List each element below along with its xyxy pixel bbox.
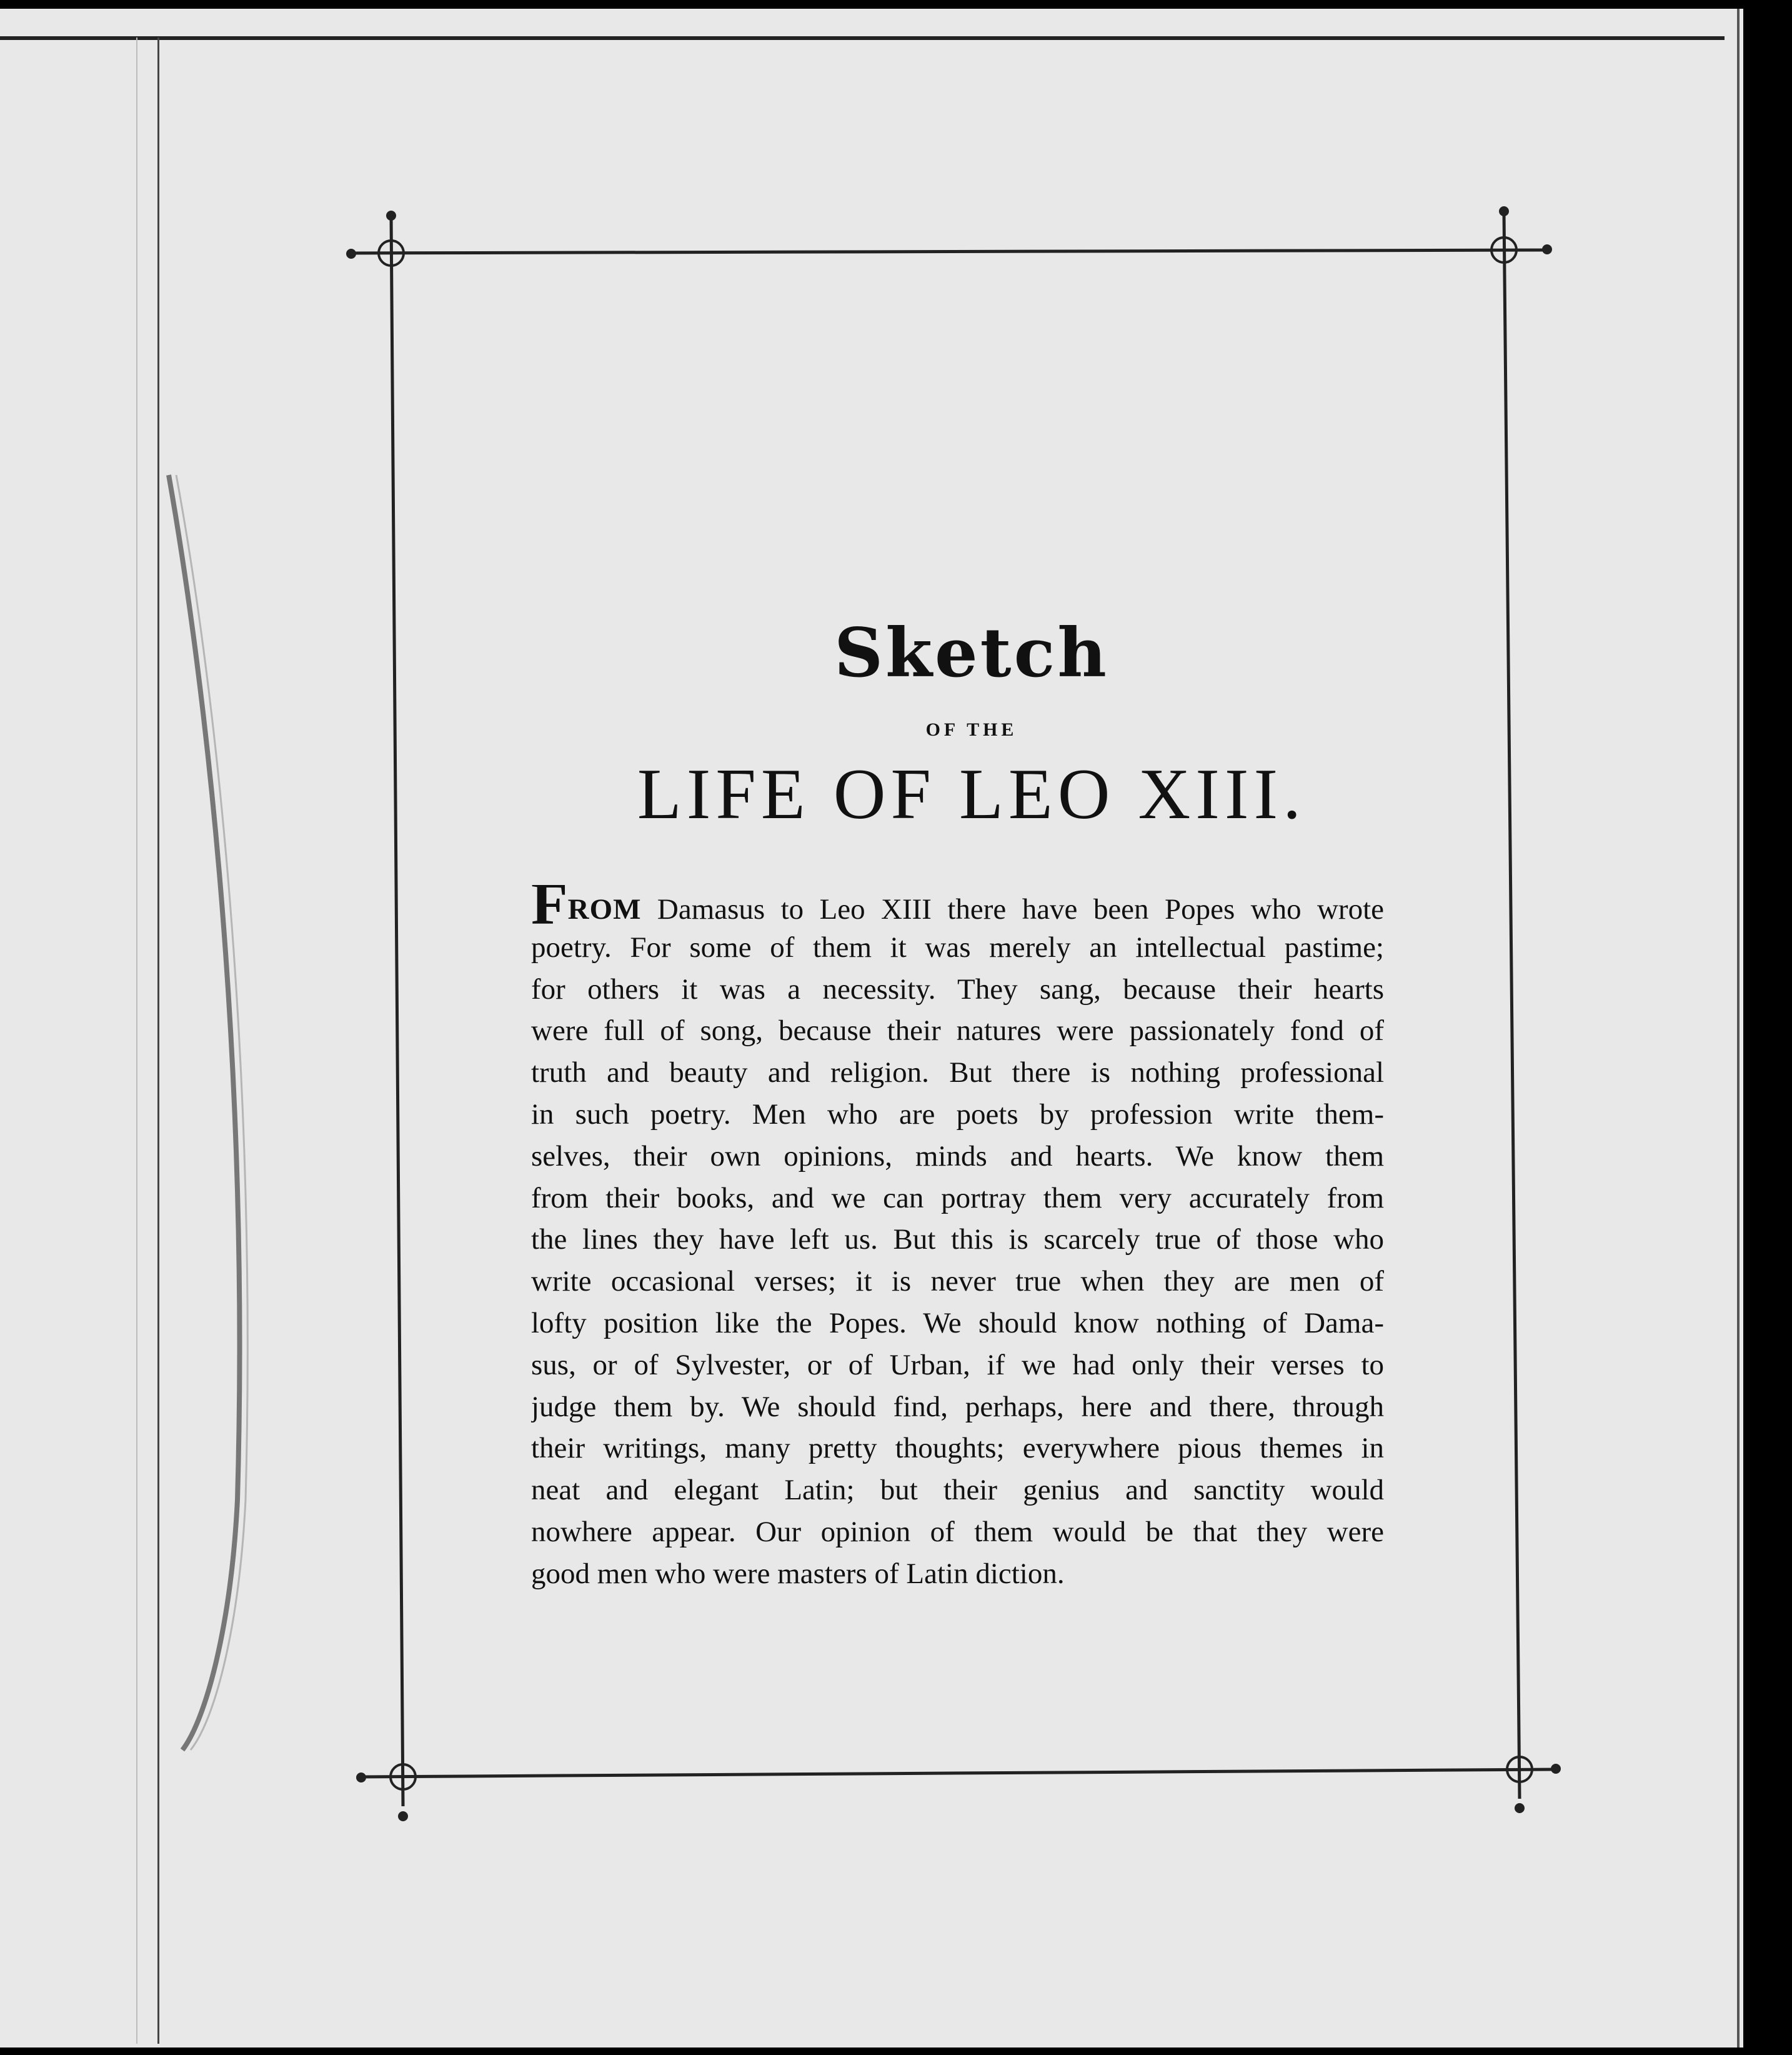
text-line: good men who were masters of Latin diction. xyxy=(531,1557,1065,1590)
text-line: judge them by. We should find, perhaps, here and there, through xyxy=(531,1390,1384,1423)
text-line: lofty position like the Popes. We should know nothing of Dama- xyxy=(531,1306,1384,1339)
title-life-of-leo: LIFE OF LEO XIII. xyxy=(637,754,1307,834)
text-line: were full of song, because their natures were passionately fond of xyxy=(531,1014,1384,1048)
page-edge xyxy=(1737,9,1740,2048)
title-sketch: Sketch xyxy=(834,614,1109,692)
text-line: selves, their own opinions, minds and hearts. We know them xyxy=(531,1139,1384,1172)
text-line: from their books, and we can portray them very accurately from xyxy=(531,1181,1384,1214)
text-line: the lines they have left us. But this is scarcely true of those who xyxy=(531,1223,1384,1256)
text-line: their writings, many pretty thoughts; everywhere pious themes in xyxy=(531,1432,1384,1465)
text-line: neat and elegant Latin; but their genius and sanctity would xyxy=(531,1474,1384,1507)
text-line: write occasional verses; it is never true when they are men of xyxy=(531,1265,1384,1298)
spine-fold xyxy=(157,38,159,2044)
text-line: nowhere appear. Our opinion of them would be that they were xyxy=(531,1515,1384,1548)
text-line: for others it was a necessity. They sang, because their hearts xyxy=(531,972,1384,1006)
text-line: in such poetry. Men who are poets by profession write them- xyxy=(531,1098,1384,1131)
lead-word: ROM xyxy=(567,893,642,926)
text-line: sus, or of Sylvester, or of Urban, if we had only their verses to xyxy=(531,1348,1384,1381)
body-paragraph xyxy=(531,885,1384,1595)
gutter-crease xyxy=(136,38,137,2044)
title-connector: OF THE xyxy=(925,719,1018,740)
drop-cap: F xyxy=(531,885,568,927)
text-line: poetry. For some of them it was merely an intellectual pastime; xyxy=(531,931,1384,964)
top-binding-edge xyxy=(0,36,1725,40)
text-line: FROM Damasus to Leo XIII there have been Popes who wrote xyxy=(531,885,1384,927)
page-content xyxy=(531,612,1384,1595)
text-line: truth and beauty and religion. But there is nothing professional xyxy=(531,1056,1384,1089)
